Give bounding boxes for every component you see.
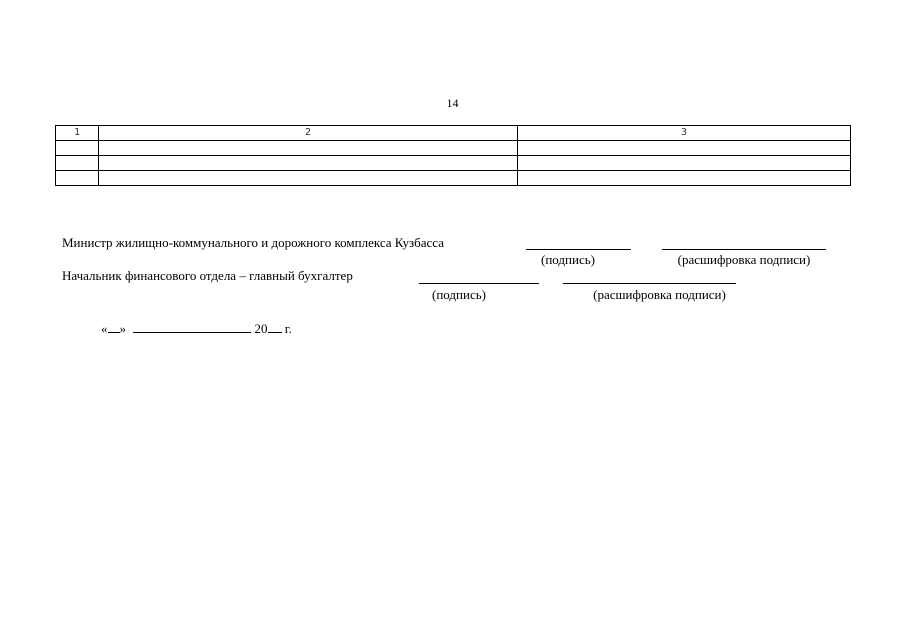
page-number: 14 <box>446 96 459 110</box>
table-cell <box>518 171 851 186</box>
minister-signature-line <box>526 249 631 250</box>
date-month-blank <box>133 320 251 333</box>
date-year-suffix: г. <box>284 321 292 336</box>
date-open-quote: « <box>101 321 108 336</box>
table-cell <box>99 171 518 186</box>
date-close-quote: » <box>119 321 126 336</box>
minister-signature-caption: (подпись) <box>541 252 595 267</box>
date-year-blank <box>268 320 282 333</box>
data-table <box>55 125 851 186</box>
minister-decoding-line <box>662 249 826 250</box>
table-row <box>56 171 851 186</box>
date-day-blank <box>108 320 120 333</box>
date-line <box>101 320 292 337</box>
table-cell <box>99 141 518 156</box>
table-cell <box>518 141 851 156</box>
table-row <box>56 156 851 171</box>
date-year-prefix: 20 <box>254 321 268 336</box>
table-header-row <box>56 126 851 141</box>
chief-accountant-title: Начальник финансового отдела – главный бухгалтер <box>62 268 353 283</box>
table-cell <box>99 156 518 171</box>
minister-title: Министр жилищно-коммунального и дорожного комплекса Кузбасса <box>62 235 444 250</box>
chief-accountant-decoding-line <box>563 283 736 284</box>
column-header-2: 2 <box>99 126 518 141</box>
chief-accountant-signature-caption: (подпись) <box>432 287 486 302</box>
chief-accountant-decoding-caption: (расшифровка подписи) <box>593 287 726 302</box>
table-cell <box>56 156 99 171</box>
table-cell <box>518 156 851 171</box>
table-cell <box>56 141 99 156</box>
minister-decoding-caption: (расшифровка подписи) <box>677 252 811 267</box>
table-cell <box>56 171 99 186</box>
chief-accountant-signature-line <box>419 283 539 284</box>
table-row <box>56 141 851 156</box>
column-header-3: 3 <box>518 126 851 141</box>
column-header-1: 1 <box>56 126 99 141</box>
